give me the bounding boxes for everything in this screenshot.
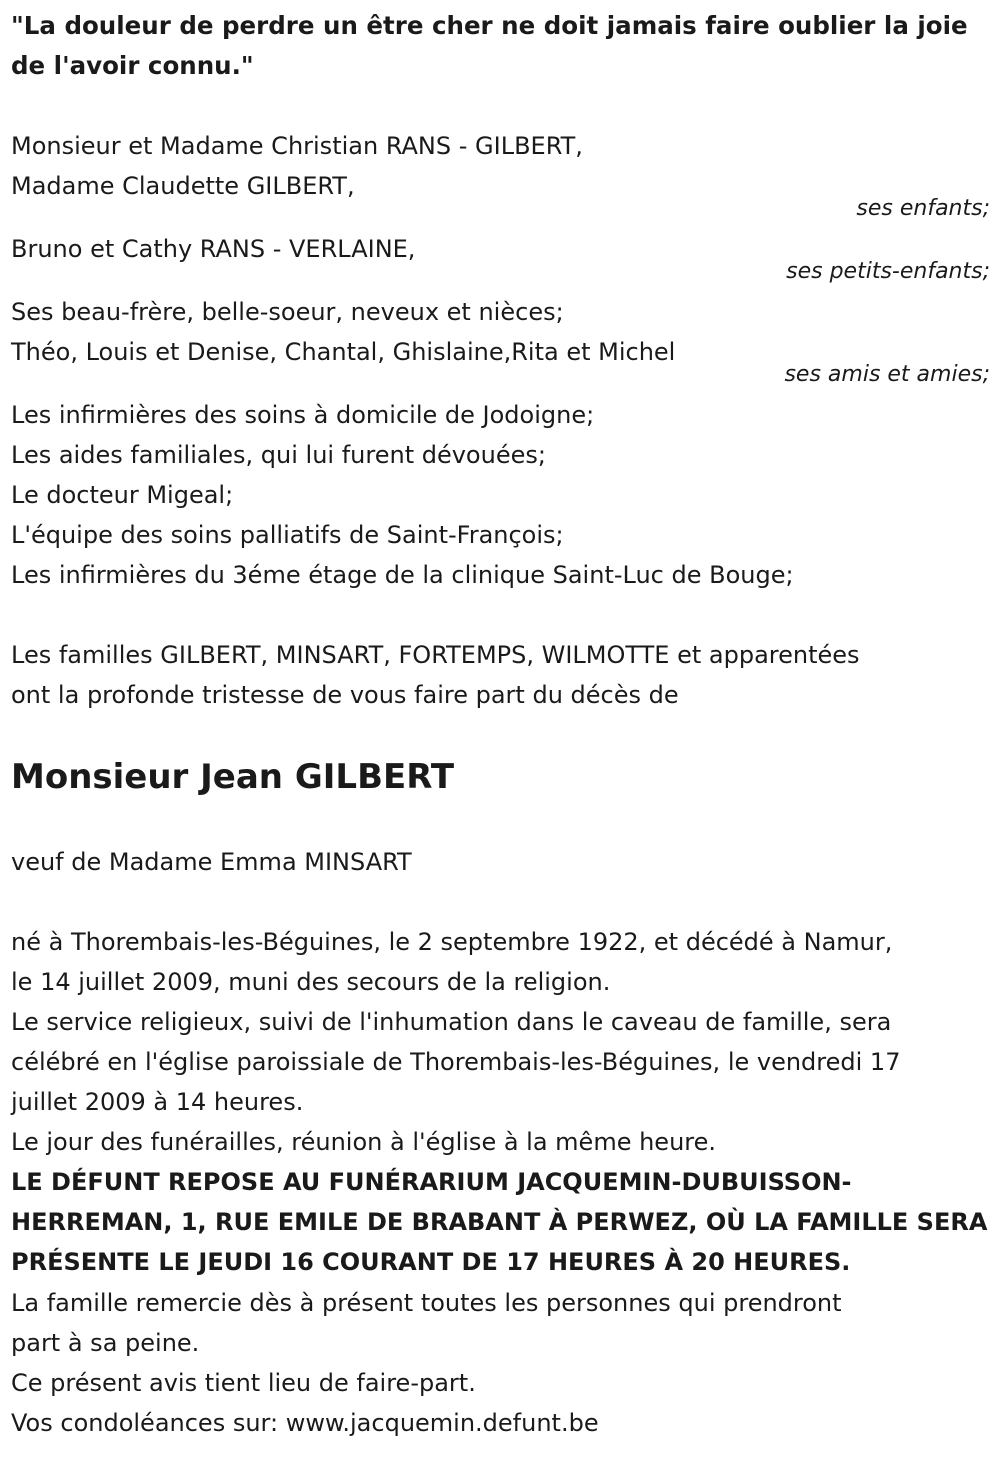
caregiver-line: Le docteur Migeal;	[11, 481, 234, 509]
closing-line: Ce présent avis tient lieu de faire-part.	[11, 1369, 476, 1397]
caregiver-line: Les aides familiales, qui lui furent dévouées;	[11, 441, 546, 469]
details-line: le 14 juillet 2009, muni des secours de la religion.	[11, 968, 611, 996]
details-line: né à Thorembais-les-Béguines, le 2 septembre 1922, et décédé à Namur,	[11, 928, 893, 956]
details-line: Le jour des funérailles, réunion à l'église à la même heure.	[11, 1128, 717, 1156]
announcement-line: ont la profonde tristesse de vous faire part du décès de	[11, 681, 679, 709]
funerarium-line: HERREMAN, 1, RUE EMILE DE BRABANT À PERWEZ, OÙ LA FAMILLE SERA	[11, 1208, 988, 1236]
closing-line: part à sa peine.	[11, 1329, 200, 1357]
grandchildren-line: Bruno et Cathy RANS - VERLAINE,	[11, 235, 416, 263]
caregiver-line: Les infirmières des soins à domicile de Jodoigne;	[11, 401, 595, 429]
children-line: Monsieur et Madame Christian RANS - GILBERT,	[11, 132, 583, 160]
condolences-link[interactable]: Vos condoléances sur: www.jacquemin.defunt.be	[11, 1409, 599, 1437]
caregiver-line: L'équipe des soins palliatifs de Saint-François;	[11, 521, 564, 549]
relatives-line: Ses beau-frère, belle-soeur, neveux et nièces;	[11, 298, 564, 326]
details-line: juillet 2009 à 14 heures.	[11, 1088, 304, 1116]
grandchildren-label: ses petits-enfants;	[786, 259, 990, 284]
quote-line: "La douleur de perdre un être cher ne doit jamais faire oublier la joie	[11, 11, 968, 40]
friends-label: ses amis et amies;	[784, 362, 990, 387]
funerarium-line: PRÉSENTE LE JEUDI 16 COURANT DE 17 HEURES À 20 HEURES.	[11, 1248, 851, 1276]
children-label: ses enfants;	[856, 196, 990, 221]
friends-line: Théo, Louis et Denise, Chantal, Ghislaine,Rita et Michel	[11, 338, 676, 366]
children-line: Madame Claudette GILBERT,	[11, 172, 355, 200]
announcement-line: Les familles GILBERT, MINSART, FORTEMPS, WILMOTTE et apparentées	[11, 641, 860, 669]
widower-line: veuf de Madame Emma MINSART	[11, 848, 412, 876]
deceased-name: Monsieur Jean GILBERT	[11, 757, 455, 797]
funerarium-line: LE DÉFUNT REPOSE AU FUNÉRARIUM JACQUEMIN-DUBUISSON-	[11, 1168, 852, 1196]
closing-line: La famille remercie dès à présent toutes les personnes qui prendront	[11, 1289, 842, 1317]
details-line: Le service religieux, suivi de l'inhumation dans le caveau de famille, sera	[11, 1008, 892, 1036]
caregiver-line: Les infirmières du 3éme étage de la clinique Saint-Luc de Bouge;	[11, 561, 794, 589]
quote-line: de l'avoir connu."	[11, 51, 254, 80]
details-line: célébré en l'église paroissiale de Thorembais-les-Béguines, le vendredi 17	[11, 1048, 901, 1076]
